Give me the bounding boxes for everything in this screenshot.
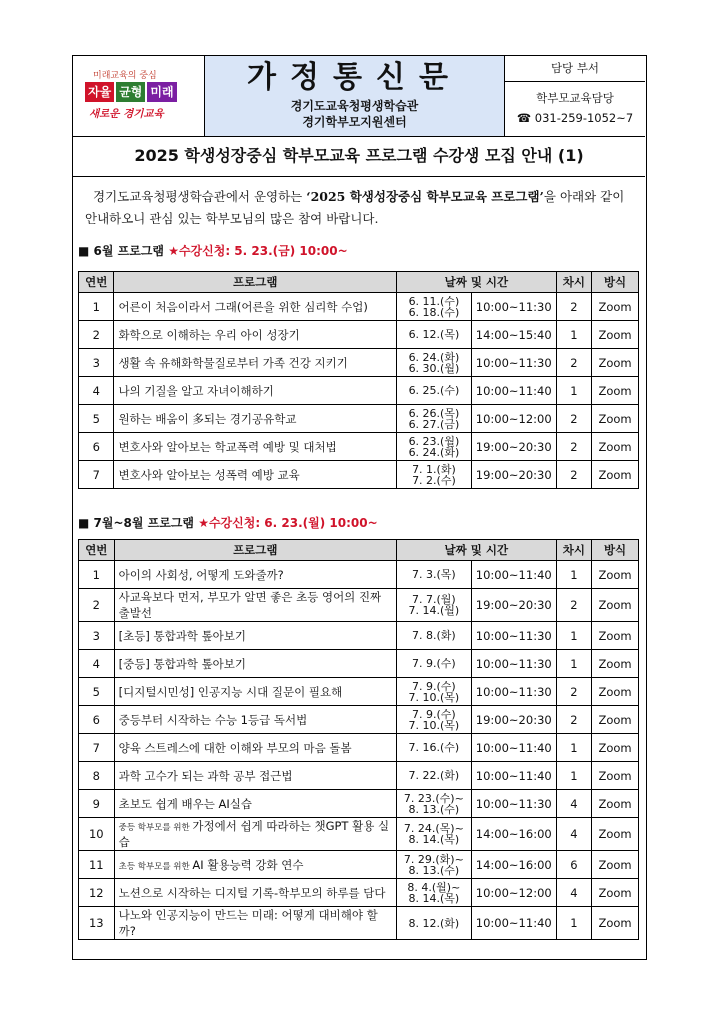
june-program-table bbox=[78, 271, 639, 489]
table-row bbox=[79, 461, 639, 489]
mode-cell: Zoom bbox=[592, 650, 639, 678]
date-cell bbox=[396, 734, 471, 762]
time-cell: 14:00~15:40 bbox=[471, 321, 556, 349]
sessions-cell: 2 bbox=[556, 589, 591, 622]
program-cell bbox=[114, 461, 397, 489]
mode-cell: Zoom bbox=[592, 561, 639, 589]
logo-tagline: 미래교육의 중심 bbox=[93, 71, 157, 81]
date-line-1: 7. 29.(화)~ bbox=[403, 852, 464, 866]
main-title: 2025 학생성장중심 학부모교육 프로그램 수강생 모집 안내 (1) bbox=[73, 138, 645, 177]
date-line-1: 7. 3.(목) bbox=[412, 568, 456, 581]
date-cell bbox=[396, 851, 471, 879]
date-line-2: 6. 24.(화) bbox=[408, 445, 460, 459]
table-row bbox=[79, 589, 639, 622]
date-line-1: 7. 9.(수) bbox=[412, 679, 456, 693]
date-cell bbox=[397, 405, 472, 433]
date-line-2: 8. 14.(목) bbox=[408, 891, 460, 905]
table-row bbox=[79, 879, 639, 907]
time-cell: 14:00~16:00 bbox=[471, 851, 556, 879]
intro-highlight: ‘2025 학생성장중심 학부모교육 프로그램’ bbox=[306, 189, 544, 204]
section-1-apply-date: ★수강신청: 5. 23.(금) 10:00~ bbox=[168, 244, 348, 258]
date-line-1: 7. 16.(수) bbox=[408, 741, 460, 754]
row-number: 10 bbox=[79, 818, 115, 851]
date-line-1: 6. 12.(목) bbox=[408, 328, 460, 341]
time-cell: 19:00~20:30 bbox=[471, 589, 556, 622]
col-header-datetime: 날짜 및 시간 bbox=[396, 540, 556, 561]
time-cell: 14:00~16:00 bbox=[471, 818, 556, 851]
sessions-cell: 1 bbox=[556, 762, 591, 790]
row-number: 11 bbox=[79, 851, 115, 879]
mode-cell: Zoom bbox=[592, 377, 639, 405]
date-line-2: 7. 2.(수) bbox=[412, 473, 456, 487]
table-header-row bbox=[79, 540, 639, 561]
sessions-cell: 1 bbox=[556, 650, 591, 678]
col-header-program: 프로그램 bbox=[114, 540, 396, 561]
table-row bbox=[79, 293, 639, 321]
date-line-1: 7. 9.(수) bbox=[412, 657, 456, 670]
intro-paragraph bbox=[85, 186, 635, 230]
mode-cell: Zoom bbox=[592, 851, 639, 879]
program-title: AI 활용능력 강화 연수 bbox=[192, 857, 304, 872]
date-line-2: 6. 18.(수) bbox=[408, 305, 460, 319]
section-2-heading bbox=[78, 514, 378, 531]
row-number: 4 bbox=[79, 650, 115, 678]
time-cell: 10:00~11:30 bbox=[471, 349, 556, 377]
sessions-cell: 6 bbox=[556, 851, 591, 879]
col-header-no: 연번 bbox=[79, 540, 115, 561]
date-line-1: 6. 25.(수) bbox=[408, 384, 460, 397]
program-title: 원하는 배움이 多되는 경기공유학교 bbox=[118, 411, 297, 426]
section-1-heading bbox=[78, 242, 348, 259]
row-number: 1 bbox=[79, 293, 114, 321]
time-cell: 19:00~20:30 bbox=[471, 433, 556, 461]
program-title: [디지털시민성] 인공지능 시대 질문이 필요해 bbox=[118, 684, 343, 699]
program-cell bbox=[114, 907, 396, 940]
date-line-1: 7. 22.(화) bbox=[408, 769, 460, 782]
col-header-mode: 방식 bbox=[592, 272, 639, 293]
mode-cell: Zoom bbox=[592, 622, 639, 650]
row-number: 12 bbox=[79, 879, 115, 907]
program-target: 초등 학부모를 위한 bbox=[118, 861, 193, 872]
date-line-1: 7. 1.(화) bbox=[412, 462, 456, 476]
date-cell bbox=[396, 907, 471, 940]
col-header-program: 프로그램 bbox=[114, 272, 397, 293]
date-cell bbox=[396, 879, 471, 907]
program-cell bbox=[114, 762, 396, 790]
row-number: 4 bbox=[79, 377, 114, 405]
table-row bbox=[79, 762, 639, 790]
date-line-1: 7. 23.(수)~ bbox=[403, 791, 464, 805]
sessions-cell: 2 bbox=[556, 678, 591, 706]
program-title: 나의 기질을 알고 자녀이해하기 bbox=[118, 383, 274, 398]
mode-cell: Zoom bbox=[592, 907, 639, 940]
program-title: 중등부터 시작하는 수능 1등급 독서법 bbox=[118, 712, 308, 727]
program-title: 아이의 사회성, 어떻게 도와줄까? bbox=[118, 567, 284, 582]
department-box bbox=[505, 56, 645, 136]
time-cell: 10:00~12:00 bbox=[471, 405, 556, 433]
table-row bbox=[79, 622, 639, 650]
program-title: 화학으로 이해하는 우리 아이 성장기 bbox=[118, 327, 300, 342]
row-number: 3 bbox=[79, 349, 114, 377]
row-number: 7 bbox=[79, 734, 115, 762]
time-cell: 10:00~11:40 bbox=[471, 907, 556, 940]
program-cell bbox=[114, 293, 397, 321]
phone-icon: ☎ bbox=[516, 111, 532, 125]
program-cell bbox=[114, 790, 396, 818]
program-cell bbox=[114, 818, 396, 851]
program-cell bbox=[114, 561, 396, 589]
program-cell bbox=[114, 433, 397, 461]
phone-number: 031-259-1052~7 bbox=[534, 111, 634, 125]
program-cell bbox=[114, 650, 396, 678]
date-line-1: 6. 24.(화) bbox=[408, 350, 460, 364]
department-label: 담당 부서 bbox=[505, 56, 645, 82]
table-row bbox=[79, 377, 639, 405]
date-cell bbox=[396, 790, 471, 818]
section-2-apply-date: ★수강신청: 6. 23.(월) 10:00~ bbox=[198, 516, 378, 530]
sessions-cell: 1 bbox=[556, 622, 591, 650]
date-cell bbox=[397, 433, 472, 461]
row-number: 5 bbox=[79, 405, 114, 433]
date-cell bbox=[397, 377, 472, 405]
time-cell: 10:00~11:30 bbox=[471, 678, 556, 706]
table-row bbox=[79, 349, 639, 377]
date-line-1: 7. 7.(월) bbox=[412, 593, 456, 606]
table-row bbox=[79, 433, 639, 461]
sessions-cell: 2 bbox=[556, 293, 591, 321]
sessions-cell: 2 bbox=[556, 405, 591, 433]
date-line-1: 8. 12.(화) bbox=[408, 916, 460, 930]
program-title: 양육 스트레스에 대한 이해와 부모의 마음 돌봄 bbox=[118, 740, 352, 755]
gyeonggi-education-logo bbox=[73, 56, 205, 136]
program-title: 변호사와 알아보는 학교폭력 예방 및 대처법 bbox=[118, 439, 337, 454]
time-cell: 19:00~20:30 bbox=[471, 461, 556, 489]
section-1-label: ■ 6월 프로그램 bbox=[78, 244, 169, 258]
row-number: 7 bbox=[79, 461, 114, 489]
row-number: 3 bbox=[79, 622, 115, 650]
time-cell: 10:00~11:30 bbox=[471, 293, 556, 321]
program-cell bbox=[114, 678, 396, 706]
program-title: 사교육보다 먼저, 부모가 알면 좋은 초등 영어의 진짜 출발선 bbox=[118, 590, 382, 620]
date-cell bbox=[396, 762, 471, 790]
program-cell bbox=[114, 851, 396, 879]
sessions-cell: 2 bbox=[556, 433, 591, 461]
logo-words bbox=[85, 82, 177, 102]
mode-cell: Zoom bbox=[592, 589, 639, 622]
date-cell bbox=[396, 561, 471, 589]
table-header-row bbox=[79, 272, 639, 293]
time-cell: 10:00~11:40 bbox=[471, 762, 556, 790]
date-cell bbox=[397, 321, 472, 349]
date-cell bbox=[397, 349, 472, 377]
section-2-label: ■ 7월~8월 프로그램 bbox=[78, 516, 199, 530]
table-row bbox=[79, 790, 639, 818]
newsletter-title: 가정통신문 bbox=[247, 60, 462, 95]
mode-cell: Zoom bbox=[592, 349, 639, 377]
program-title: 노션으로 시작하는 디지털 기록-학부모의 하루를 담다 bbox=[118, 885, 386, 900]
date-cell bbox=[396, 706, 471, 734]
date-cell bbox=[396, 622, 471, 650]
program-cell bbox=[114, 349, 397, 377]
time-cell: 10:00~11:40 bbox=[471, 377, 556, 405]
logo-word-1: 자율 bbox=[85, 82, 114, 102]
time-cell: 10:00~11:30 bbox=[471, 790, 556, 818]
table-row bbox=[79, 907, 639, 940]
date-line-1: 7. 24.(목)~ bbox=[403, 822, 464, 835]
program-target: 중등 학부모를 위한 bbox=[118, 823, 193, 833]
row-number: 6 bbox=[79, 706, 115, 734]
mode-cell: Zoom bbox=[592, 762, 639, 790]
row-number: 8 bbox=[79, 762, 115, 790]
program-cell bbox=[114, 706, 396, 734]
org-line-1: 경기도교육청평생학습관 bbox=[290, 99, 419, 113]
date-line-1: 7. 9.(수) bbox=[412, 707, 456, 721]
program-title: 과학 고수가 되는 과학 공부 접근법 bbox=[118, 768, 293, 783]
program-title: 어른이 처음이라서 그래(어른을 위한 심리학 수업) bbox=[118, 299, 368, 314]
date-cell bbox=[397, 293, 472, 321]
logo-subtitle: 새로운 경기교육 bbox=[89, 108, 164, 120]
program-cell bbox=[114, 377, 397, 405]
time-cell: 10:00~11:30 bbox=[471, 650, 556, 678]
mode-cell: Zoom bbox=[592, 321, 639, 349]
mode-cell: Zoom bbox=[592, 405, 639, 433]
program-cell bbox=[114, 879, 396, 907]
date-line-1: 6. 23.(월) bbox=[408, 434, 460, 448]
row-number: 9 bbox=[79, 790, 115, 818]
sessions-cell: 1 bbox=[556, 321, 591, 349]
table-row bbox=[79, 678, 639, 706]
table-row bbox=[79, 561, 639, 589]
header bbox=[73, 56, 645, 137]
date-line-2: 8. 14.(목) bbox=[408, 833, 460, 846]
table-row bbox=[79, 734, 639, 762]
row-number: 6 bbox=[79, 433, 114, 461]
mode-cell: Zoom bbox=[592, 461, 639, 489]
col-header-mode: 방식 bbox=[592, 540, 639, 561]
date-cell bbox=[396, 589, 471, 622]
mode-cell: Zoom bbox=[592, 433, 639, 461]
sessions-cell: 1 bbox=[556, 561, 591, 589]
date-line-1: 6. 26.(목) bbox=[408, 406, 460, 420]
program-title: [중등] 통합과학 톺아보기 bbox=[118, 656, 246, 671]
date-line-2: 7. 14.(월) bbox=[408, 604, 460, 617]
logo-word-3: 미래 bbox=[145, 82, 176, 102]
mode-cell: Zoom bbox=[592, 818, 639, 851]
table-row bbox=[79, 650, 639, 678]
date-cell bbox=[396, 650, 471, 678]
date-line-2: 6. 30.(월) bbox=[408, 361, 460, 375]
program-title: 변호사와 알아보는 성폭력 예방 교육 bbox=[118, 467, 300, 482]
program-cell bbox=[114, 321, 397, 349]
date-line-2: 6. 27.(금) bbox=[408, 417, 460, 431]
date-line-2: 8. 13.(수) bbox=[408, 802, 460, 816]
date-cell bbox=[397, 461, 472, 489]
program-title: 가정에서 쉽게 따라하는 챗GPT 활용 실습 bbox=[118, 819, 390, 849]
col-header-datetime: 날짜 및 시간 bbox=[397, 272, 557, 293]
program-cell bbox=[114, 405, 397, 433]
mode-cell: Zoom bbox=[592, 706, 639, 734]
intro-after: 을 아래와 같이 안내하오니 관심 있는 학부모님의 많은 참여 바랍니다. bbox=[85, 189, 625, 226]
table-row bbox=[79, 851, 639, 879]
col-header-no: 연번 bbox=[79, 272, 114, 293]
logo-word-2: 균형 bbox=[114, 82, 145, 102]
sessions-cell: 2 bbox=[556, 706, 591, 734]
department-name: 학부모교육담당 bbox=[536, 91, 614, 105]
mode-cell: Zoom bbox=[592, 879, 639, 907]
table-row bbox=[79, 321, 639, 349]
sessions-cell: 1 bbox=[556, 907, 591, 940]
row-number: 2 bbox=[79, 321, 114, 349]
program-title: 생활 속 유해화학물질로부터 가족 건강 지키기 bbox=[118, 355, 348, 370]
time-cell: 19:00~20:30 bbox=[471, 706, 556, 734]
time-cell: 10:00~11:40 bbox=[471, 561, 556, 589]
program-cell bbox=[114, 622, 396, 650]
newsletter-frame bbox=[72, 55, 647, 960]
july-august-program-table bbox=[78, 539, 639, 940]
mode-cell: Zoom bbox=[592, 293, 639, 321]
mode-cell: Zoom bbox=[592, 790, 639, 818]
table-row bbox=[79, 405, 639, 433]
program-cell bbox=[114, 589, 396, 622]
mode-cell: Zoom bbox=[592, 678, 639, 706]
date-cell bbox=[396, 678, 471, 706]
time-cell: 10:00~11:30 bbox=[471, 622, 556, 650]
sessions-cell: 2 bbox=[556, 461, 591, 489]
sessions-cell: 4 bbox=[556, 818, 591, 851]
col-header-sessions: 차시 bbox=[556, 540, 591, 561]
col-header-sessions: 차시 bbox=[556, 272, 591, 293]
program-title: 나노와 인공지능이 만드는 미래: 어떻게 대비해야 할까? bbox=[118, 908, 378, 938]
date-cell bbox=[396, 818, 471, 851]
program-cell bbox=[114, 734, 396, 762]
row-number: 13 bbox=[79, 907, 115, 940]
row-number: 1 bbox=[79, 561, 115, 589]
time-cell: 10:00~12:00 bbox=[471, 879, 556, 907]
mode-cell: Zoom bbox=[592, 734, 639, 762]
date-line-1: 6. 11.(수) bbox=[408, 294, 460, 308]
sessions-cell: 1 bbox=[556, 377, 591, 405]
phone-line bbox=[505, 111, 645, 125]
date-line-2: 7. 10.(목) bbox=[408, 718, 460, 732]
row-number: 5 bbox=[79, 678, 115, 706]
sessions-cell: 4 bbox=[556, 790, 591, 818]
date-line-1: 7. 8.(화) bbox=[412, 629, 456, 642]
table-row bbox=[79, 818, 639, 851]
program-title: [초등] 통합과학 톺아보기 bbox=[118, 628, 246, 643]
date-line-1: 8. 4.(월)~ bbox=[407, 880, 461, 894]
date-line-2: 8. 13.(수) bbox=[408, 863, 460, 877]
title-box bbox=[205, 56, 505, 136]
row-number: 2 bbox=[79, 589, 115, 622]
date-line-2: 7. 10.(목) bbox=[408, 690, 460, 704]
sessions-cell: 4 bbox=[556, 879, 591, 907]
sessions-cell: 2 bbox=[556, 349, 591, 377]
table-row bbox=[79, 706, 639, 734]
sessions-cell: 1 bbox=[556, 734, 591, 762]
time-cell: 10:00~11:40 bbox=[471, 734, 556, 762]
intro-before: 경기도교육청평생학습관에서 운영하는 bbox=[93, 189, 307, 204]
org-line-2: 경기학부모지원센터 bbox=[302, 115, 407, 129]
program-title: 초보도 쉽게 배우는 AI실습 bbox=[118, 796, 252, 811]
